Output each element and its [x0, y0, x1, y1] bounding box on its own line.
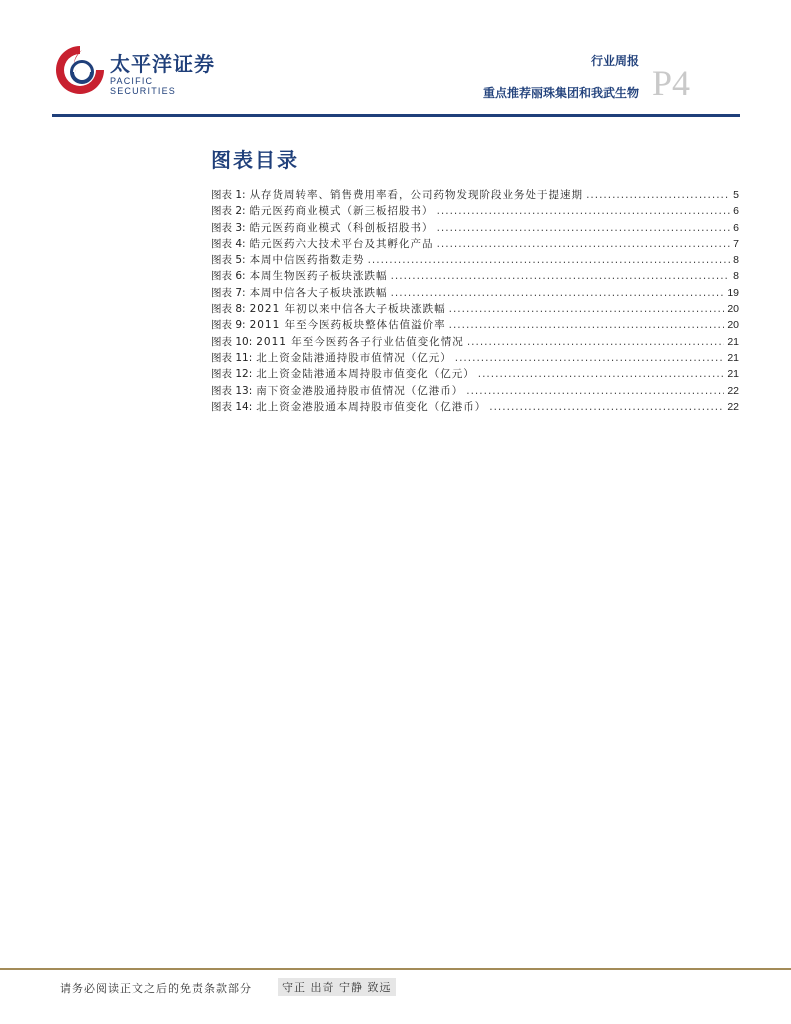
logo-mark-icon — [52, 42, 108, 98]
toc-item-page: 20 — [727, 303, 739, 316]
toc-item-page: 8 — [733, 270, 739, 283]
toc-item[interactable] — [211, 301, 739, 317]
logo-chinese-name: 太平洋证券 — [110, 52, 215, 76]
toc-item-text: 本周中信医药指数走势 — [249, 254, 365, 267]
toc-leader-dots — [467, 336, 725, 348]
toc-item-text: 2011 年至今医药板块整体估值溢价率 — [249, 319, 446, 332]
toc-item-label: 图表 11: — [211, 351, 253, 364]
toc-title: 图表目录 — [211, 148, 299, 172]
report-type: 行业周报 — [590, 54, 639, 68]
footer-motto: 守正 出奇 宁静 致远 — [278, 978, 396, 996]
toc-item-page: 7 — [733, 237, 739, 250]
toc-item[interactable] — [211, 220, 739, 236]
toc-item-text: 2011 年至今医药各子行业估值变化情况 — [256, 335, 464, 348]
toc-item-page: 8 — [733, 254, 739, 267]
toc-item-text: 从存货周转率、销售费用率看，公司药物发现阶段业务处于提速期 — [249, 189, 584, 201]
toc-leader-dots — [437, 238, 731, 250]
toc-item-label: 图表 3: — [211, 221, 246, 234]
toc-item-label: 图表 12: — [211, 368, 253, 381]
toc-item[interactable] — [211, 236, 739, 252]
toc-item-page: 20 — [727, 319, 739, 332]
toc-leader-dots — [466, 385, 724, 397]
toc-item-page: 19 — [727, 286, 739, 299]
page-header — [0, 0, 791, 120]
company-logo — [52, 42, 222, 102]
toc-item-page: 5 — [733, 189, 739, 201]
toc-item-text: 本周生物医药子板块涨跌幅 — [249, 270, 388, 283]
toc-leader-dots — [449, 319, 725, 331]
toc-item-text: 皓元医药六大技术平台及其孵化产品 — [249, 237, 434, 250]
toc-item-label: 图表 6: — [211, 270, 246, 283]
toc-leader-dots — [437, 205, 731, 217]
toc-item[interactable] — [211, 350, 739, 366]
toc-item[interactable] — [211, 366, 739, 382]
toc-item[interactable] — [211, 317, 739, 333]
toc-item-text: 皓元医药商业模式（科创板招股书） — [249, 221, 434, 234]
toc-item[interactable] — [211, 285, 739, 301]
toc-leader-dots — [437, 222, 731, 234]
toc-item-page: 21 — [727, 368, 739, 381]
toc-leader-dots — [586, 189, 730, 201]
toc-item-text: 皓元医药商业模式（新三板招股书） — [249, 205, 434, 218]
toc-item-label: 图表 8: — [211, 303, 246, 316]
toc-item-page: 6 — [733, 205, 739, 218]
toc-item[interactable] — [211, 334, 739, 350]
toc-item-label: 图表 2: — [211, 205, 246, 218]
toc-leader-dots — [478, 368, 725, 380]
toc-item-label: 图表 10: — [211, 335, 253, 348]
toc-item-text: 北上资金陆港通本周持股市值变化（亿元） — [256, 368, 475, 381]
toc-item-page: 21 — [727, 335, 739, 348]
toc-item-text: 本周中信各大子板块涨跌幅 — [249, 286, 388, 299]
toc-leader-dots — [489, 401, 724, 413]
page-number: P4 — [652, 63, 691, 103]
toc-leader-dots — [368, 254, 731, 266]
toc-item-label: 图表 5: — [211, 254, 246, 267]
toc-leader-dots — [455, 352, 725, 364]
toc-item-page: 22 — [727, 384, 739, 397]
toc-item[interactable] — [211, 203, 739, 219]
toc-item[interactable] — [211, 187, 739, 203]
toc-leader-dots — [391, 287, 725, 299]
toc-item-text: 北上资金陆港通持股市值情况（亿元） — [256, 351, 452, 364]
toc-item-page: 21 — [727, 351, 739, 364]
toc-list — [211, 187, 739, 415]
toc-item[interactable] — [211, 383, 739, 399]
toc-item-label: 图表 14: — [211, 400, 253, 413]
logo-english-name: PACIFIC SECURITIES — [110, 76, 177, 96]
toc-item-label: 图表 4: — [211, 237, 246, 250]
toc-item-text: 南下资金港股通持股市值情况（亿港币） — [256, 384, 464, 397]
toc-item-page: 6 — [733, 221, 739, 234]
toc-item-label: 图表 7: — [211, 286, 246, 299]
toc-leader-dots — [449, 303, 725, 315]
toc-leader-dots — [391, 270, 731, 282]
toc-item-label: 图表 13: — [211, 384, 253, 397]
toc-item-text: 北上资金港股通本周持股市值变化（亿港币） — [256, 400, 487, 413]
toc-item-text: 2021 年初以来中信各大子板块涨跌幅 — [249, 303, 446, 316]
report-title: 重点推荐丽珠集团和我武生物 — [482, 86, 639, 100]
toc-item-label: 图表 1: — [211, 189, 246, 201]
toc-item-page: 22 — [727, 400, 739, 413]
toc-item[interactable] — [211, 268, 739, 284]
toc-item[interactable] — [211, 252, 739, 268]
toc-item-label: 图表 9: — [211, 319, 246, 332]
header-divider — [52, 114, 740, 117]
toc-item[interactable] — [211, 399, 739, 415]
footer-disclaimer: 请务必阅读正文之后的免责条款部分 — [60, 982, 252, 995]
footer-divider — [0, 968, 791, 970]
